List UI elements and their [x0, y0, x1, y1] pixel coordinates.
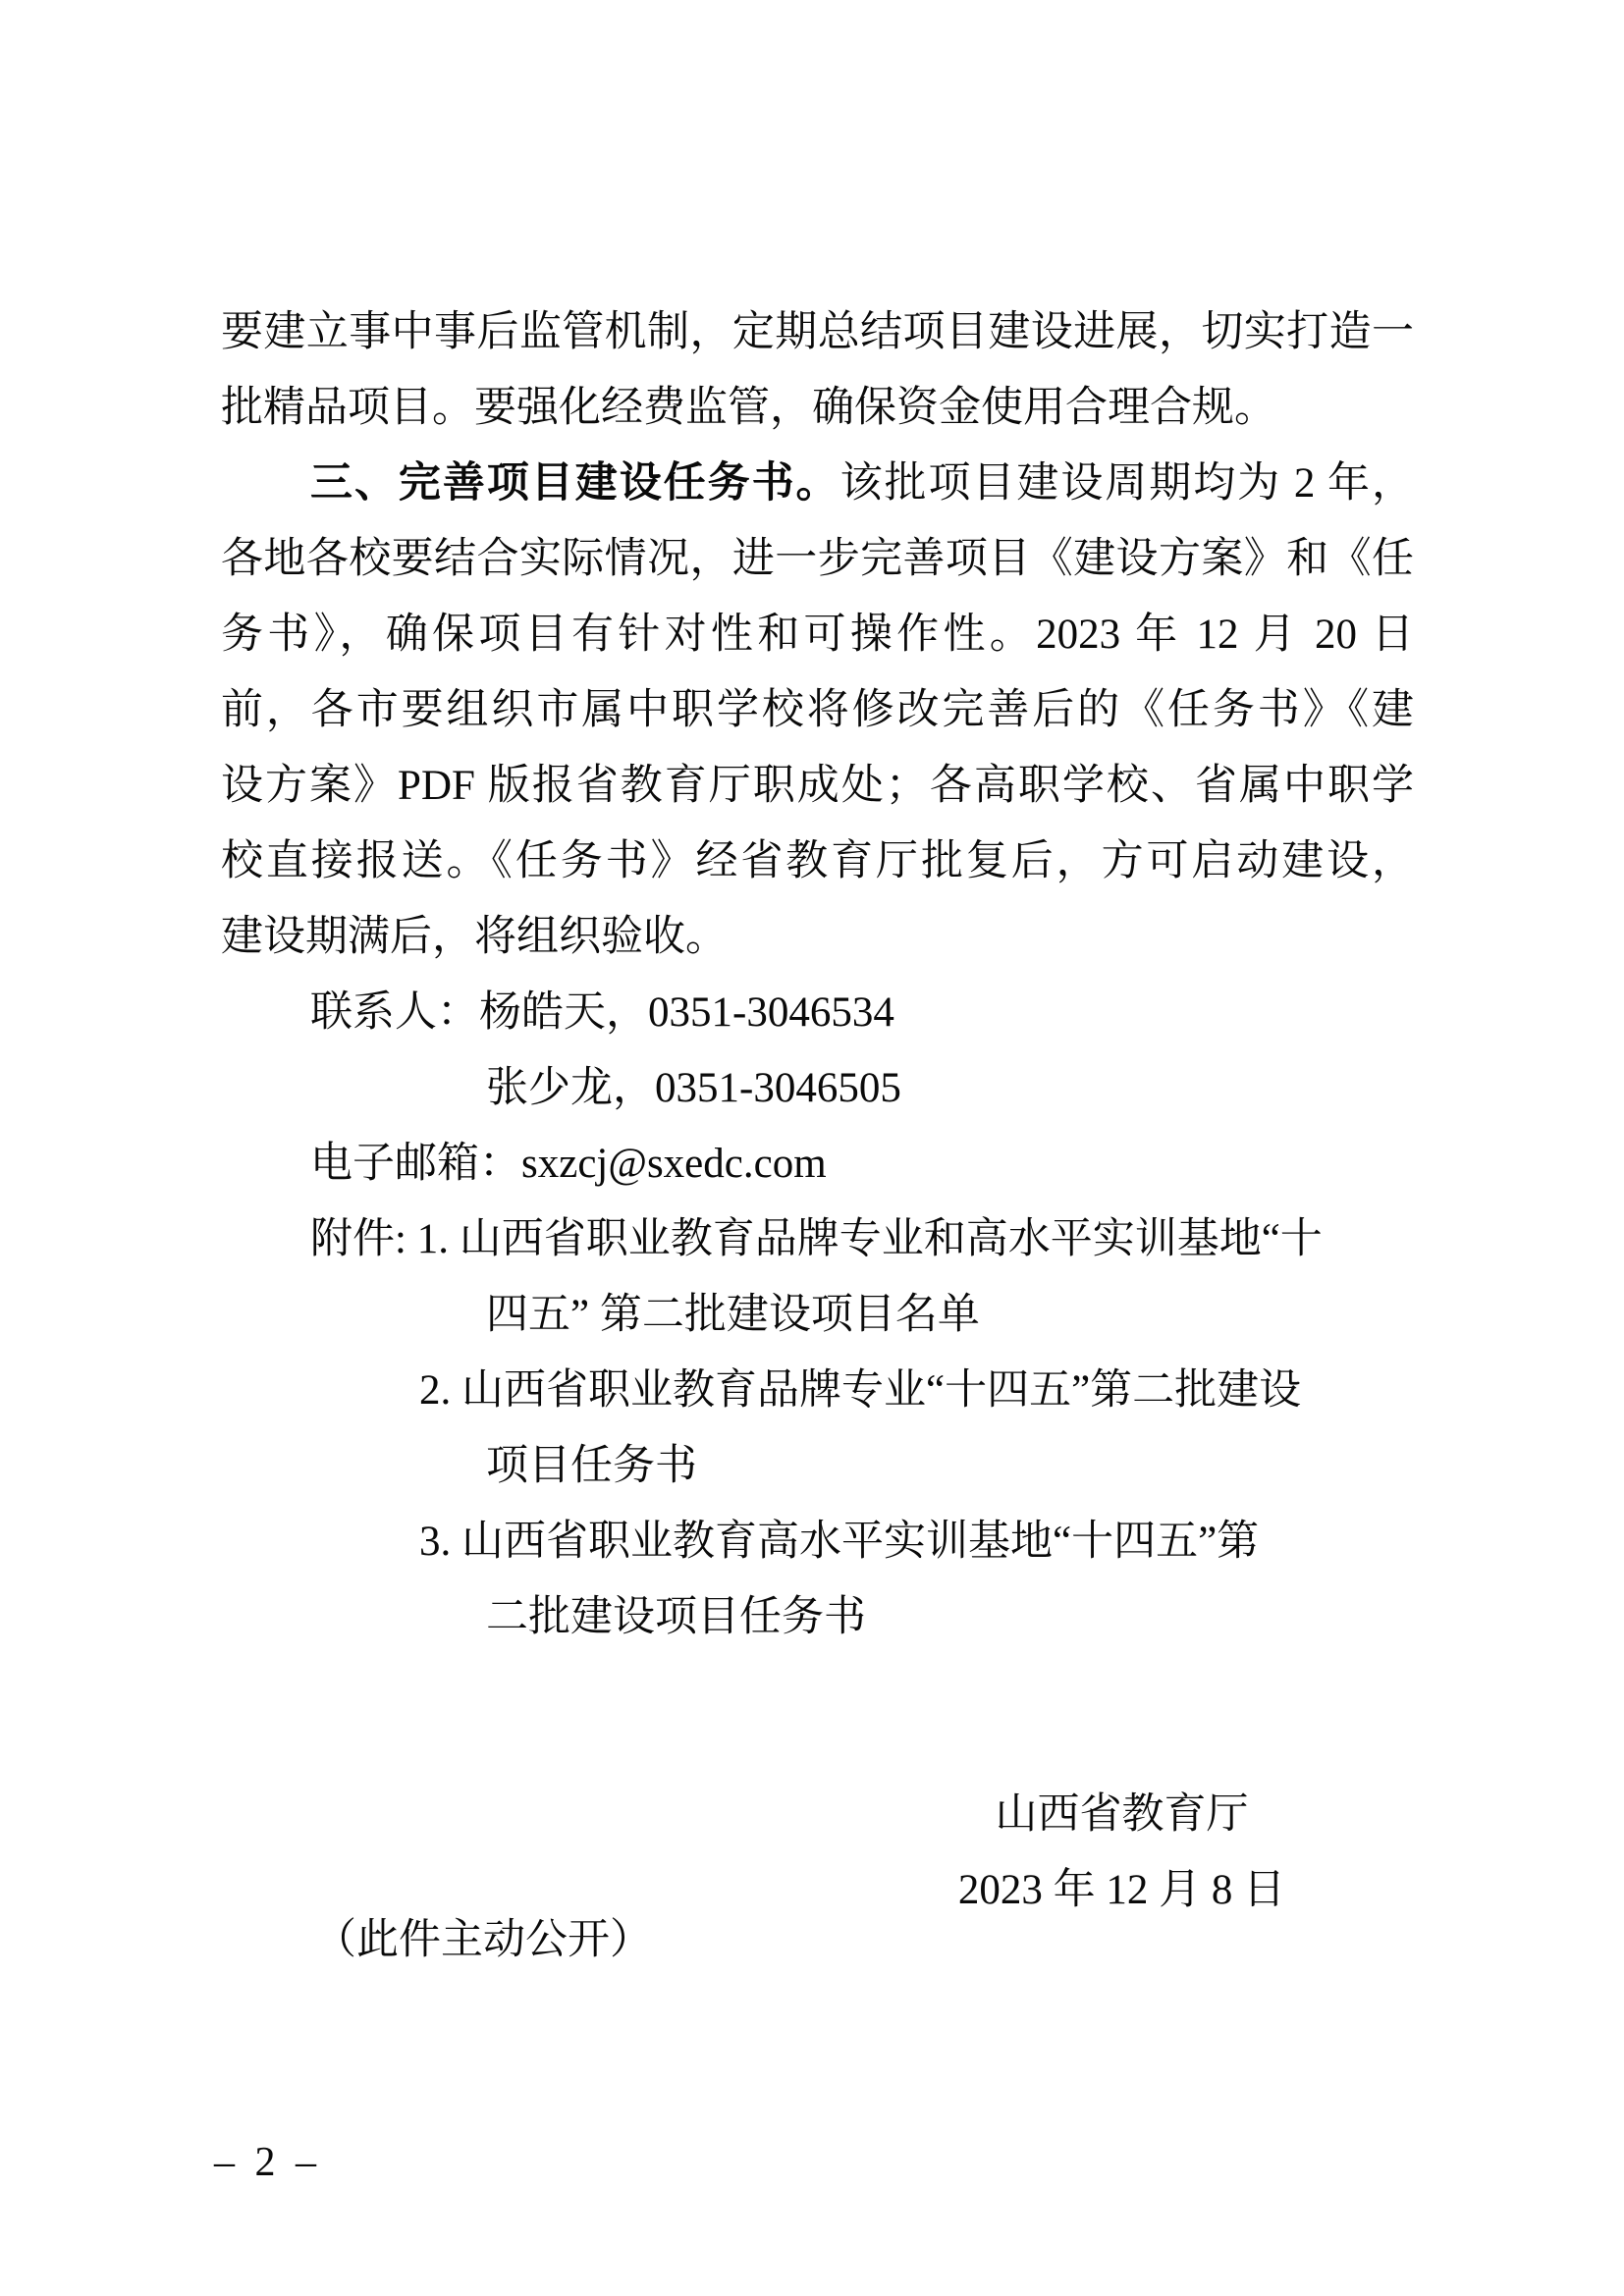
signature-block: [835, 1777, 1409, 1928]
body-line: 设方案》PDF 版报省教育厅职成处；各高职学校、省属中职学: [221, 763, 1414, 809]
body-line: 各地各校要结合实际情况，进一步完善项目《建设方案》和《任: [221, 536, 1414, 582]
body-line: 要建立事中事后监管机制，定期总结项目建设进展，切实打造一: [221, 309, 1414, 355]
page-number: – 2 –: [214, 2140, 321, 2185]
contact-line-1: 联系人：杨皓天，0351-3046534: [310, 989, 894, 1036]
contact-line-2: 张少龙，0351-3046505: [486, 1065, 901, 1111]
signature-organization: 山西省教育厅: [995, 1791, 1249, 1838]
signature-date: 2023 年 12 月 8 日: [957, 1867, 1286, 1913]
body-line: 前，各市要组织市属中职学校将修改完善后的《任务书》《建: [221, 687, 1414, 733]
body-line: 建设期满后，将组织验收。: [221, 914, 728, 960]
publish-note: （此件主动公开）: [314, 1917, 652, 1963]
body-line-section-3: [221, 446, 1414, 521]
email-line: 电子邮箱：sxzcj@sxedc.com: [310, 1141, 827, 1187]
body-line: 务书》，确保项目有针对性和可操作性。2023 年 12 月 20 日: [221, 612, 1414, 658]
attachment-line-1-cont: 四五” 第二批建设项目名单: [486, 1292, 980, 1338]
body-line: 校直接报送。《任务书》经省教育厅批复后，方可启动建设，: [221, 838, 1414, 884]
attachment-line-1: 附件: 1. 山西省职业教育品牌专业和高水平实训基地“十: [310, 1216, 1323, 1262]
section-heading: 三、完善项目建设任务书。: [310, 459, 840, 507]
attachment-line-3-cont: 二批建设项目任务书: [486, 1594, 866, 1640]
body-line: 批精品项目。要强化经费监管，确保资金使用合理合规。: [221, 385, 1276, 431]
attachment-line-2: 2. 山西省职业教育品牌专业“十四五”第二批建设: [419, 1367, 1302, 1414]
document-body: [221, 294, 1414, 1655]
attachment-line-3: 3. 山西省职业教育高水平实训基地“十四五”第: [419, 1519, 1260, 1565]
attachment-line-2-cont: 项目任务书: [486, 1443, 697, 1489]
section-text: 该批项目建设周期均为 2 年，: [839, 460, 1415, 507]
